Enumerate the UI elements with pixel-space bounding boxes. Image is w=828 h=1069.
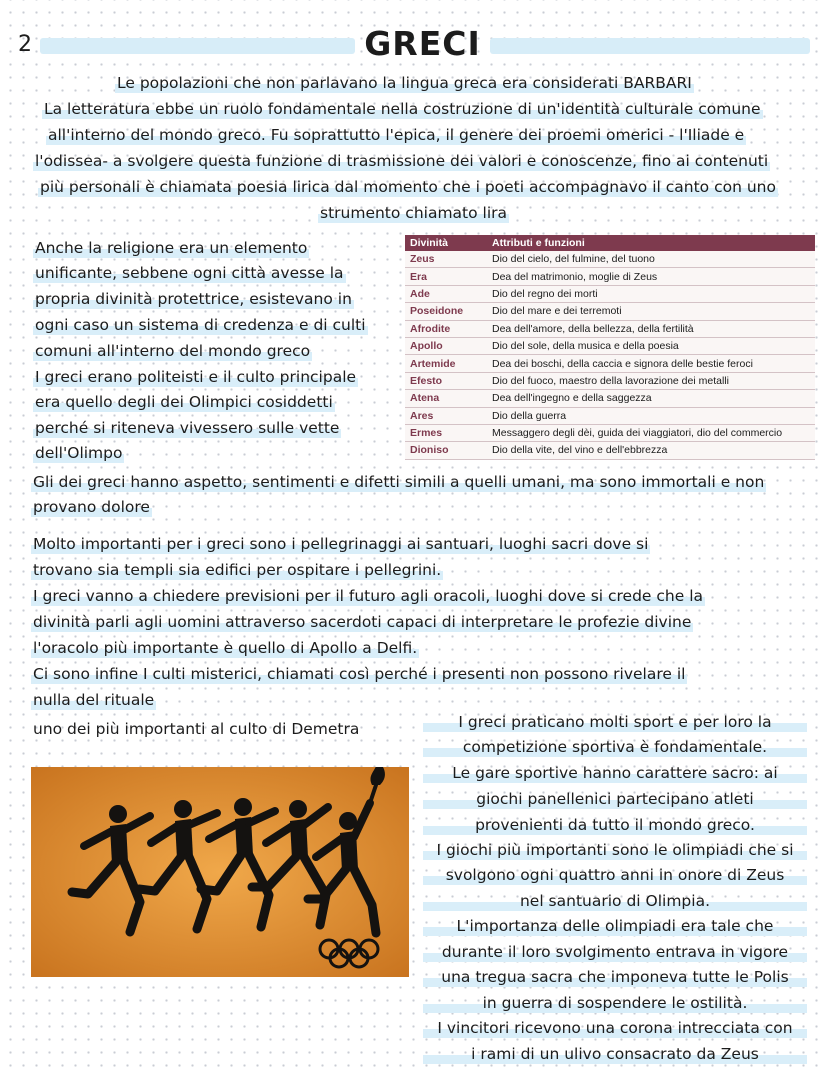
sport-line: svolgono ogni quattro anni in onore di Zeus (423, 865, 807, 885)
body-line: uno dei più importanti al culto di Demetra (33, 720, 360, 738)
sport-line: in guerra di sospendere le ostilità. (423, 993, 807, 1013)
body-line: Ci sono infine I culti misterici, chiamati così perché i presenti non possono rivelare il (33, 665, 686, 683)
table-header-cell: Attributi e funzioni (487, 235, 815, 251)
deity-attributes: Dio del mare e dei terremoti (487, 303, 815, 320)
table-row (405, 285, 815, 302)
deity-attributes: Dio del fuoco, maestro della lavorazione dei metalli (487, 372, 815, 389)
body-line: trovano sia templi sia edifici per ospitare i pellegrini. (33, 561, 442, 579)
table-row (405, 320, 815, 337)
deity-attributes: Dea del matrimonio, moglie di Zeus (487, 268, 815, 285)
table-row (405, 355, 815, 372)
deity-attributes: Dea dell'ingegno e della saggezza (487, 390, 815, 407)
table-row (405, 303, 815, 320)
deity-name: Apollo (405, 337, 487, 354)
sport-line: L'importanza delle olimpiadi era tale che (423, 916, 807, 936)
intro-line: l'odissea- a svolgere questa funzione di trasmissione dei valori e conoscenze, fino ai contenuti (35, 152, 769, 170)
religion-line: perché si riteneva vivessero sulle vette (35, 419, 340, 437)
deity-name: Ermes (405, 424, 487, 441)
table-header-cell: Divinità (405, 235, 487, 251)
table-row (405, 442, 815, 459)
deity-name: Dioniso (405, 442, 487, 459)
sport-line: I vincitori ricevono una corona intrecciata con (423, 1018, 807, 1038)
sport-line: I greci praticano molti sport e per loro la (423, 712, 807, 732)
religion-line: era quello degli dei Olimpici cosiddetti (35, 393, 333, 411)
deity-attributes: Dio del sole, della musica e della poesia (487, 337, 815, 354)
religion-line: Anche la religione era un elemento (35, 239, 308, 257)
page-number: 2 (18, 32, 32, 57)
intro-line: più personali è chiamata poesia lirica dal momento che i poeti accompagnavo il canto con uno (40, 178, 776, 196)
table-row (405, 390, 815, 407)
sport-line: nel santuario di Olimpia. (423, 891, 807, 911)
religion-line: propria divinità protettrice, esistevano in (35, 290, 352, 308)
table-row (405, 251, 815, 268)
body-line: divinità parli agli uomini attraverso sacerdoti capaci di interpretare le profezie divine (33, 613, 692, 631)
page-title: GRECI (364, 24, 481, 63)
intro-line: Le popolazioni che non parlavano la lingua greca era considerati BARBARI (117, 74, 692, 92)
greek-runners-image (31, 767, 409, 977)
sport-line: i rami di un ulivo consacrato da Zeus (423, 1044, 807, 1064)
body-line: Molto importanti per i greci sono i pellegrinaggi ai santuari, luoghi sacri dove si (33, 535, 649, 553)
deity-attributes: Dio del cielo, del fulmine, del tuono (487, 251, 815, 268)
deity-table (405, 235, 815, 460)
religion-line: I greci erano politeisti e il culto principale (35, 368, 357, 386)
deity-name: Artemide (405, 355, 487, 372)
deity-attributes: Dea dell'amore, della bellezza, della fertilità (487, 320, 815, 337)
sport-line: competizione sportiva è fondamentale. (423, 737, 807, 757)
intro-line: strumento chiamato lira (320, 204, 508, 222)
deity-attributes: Messaggero degli dèi, guida dei viaggiatori, dio del commercio (487, 424, 815, 441)
deity-attributes: Dio della guerra (487, 407, 815, 424)
table-row (405, 424, 815, 441)
sport-line: provenienti da tutto il mondo greco. (423, 815, 807, 835)
deity-name: Zeus (405, 251, 487, 268)
intro-line: La letteratura ebbe un ruolo fondamentale nella costruzione di un'identità culturale comune (44, 100, 761, 118)
religion-line: unificante, sebbene ogni città avesse la (35, 264, 344, 282)
sport-line: giochi panellenici partecipano atleti (423, 789, 807, 809)
sport-line: Le gare sportive hanno carattere sacro: ai (423, 763, 807, 783)
table-row (405, 337, 815, 354)
deity-attributes: Dio della vite, del vino e dell'ebbrezza (487, 442, 815, 459)
intro-line: all'interno del mondo greco. Fu soprattutto l'epica, il genere dei proemi omerici - l'Iliade e (48, 126, 745, 144)
deity-name: Efesto (405, 372, 487, 389)
sport-line: una tregua sacra che imponeva tutte le Polis (423, 967, 807, 987)
body-line: provano dolore (33, 498, 150, 516)
sport-line: I giochi più importanti sono le olimpiadi che si (423, 840, 807, 860)
deity-name: Poseidone (405, 303, 487, 320)
body-line: I greci vanno a chiedere previsioni per il futuro agli oracoli, luoghi dove si crede che la (33, 587, 704, 605)
deity-name: Era (405, 268, 487, 285)
religion-line: comuni all'interno del mondo greco (35, 342, 311, 360)
body-line: Gli dei greci hanno aspetto, sentimenti e difetti simili a quelli umani, ma sono immortali e non (33, 473, 765, 491)
religion-line: dell'Olimpo (35, 444, 123, 462)
sport-line: durante il loro svolgimento entrava in vigore (423, 942, 807, 962)
deity-name: Atena (405, 390, 487, 407)
deity-attributes: Dio del regno dei morti (487, 285, 815, 302)
table-header-row (405, 235, 815, 251)
deity-name: Afrodite (405, 320, 487, 337)
body-line: l'oracolo più importante è quello di Apollo a Delfi. (33, 639, 418, 657)
title-bar-left (40, 38, 355, 54)
table-row (405, 268, 815, 285)
body-line: nulla del rituale (33, 691, 155, 709)
religion-line: ogni caso un sistema di credenza e di culti (35, 316, 366, 334)
table-row (405, 407, 815, 424)
table-row (405, 372, 815, 389)
deity-name: Ares (405, 407, 487, 424)
deity-attributes: Dea dei boschi, della caccia e signora delle bestie feroci (487, 355, 815, 372)
deity-name: Ade (405, 285, 487, 302)
title-bar-right (490, 38, 810, 54)
